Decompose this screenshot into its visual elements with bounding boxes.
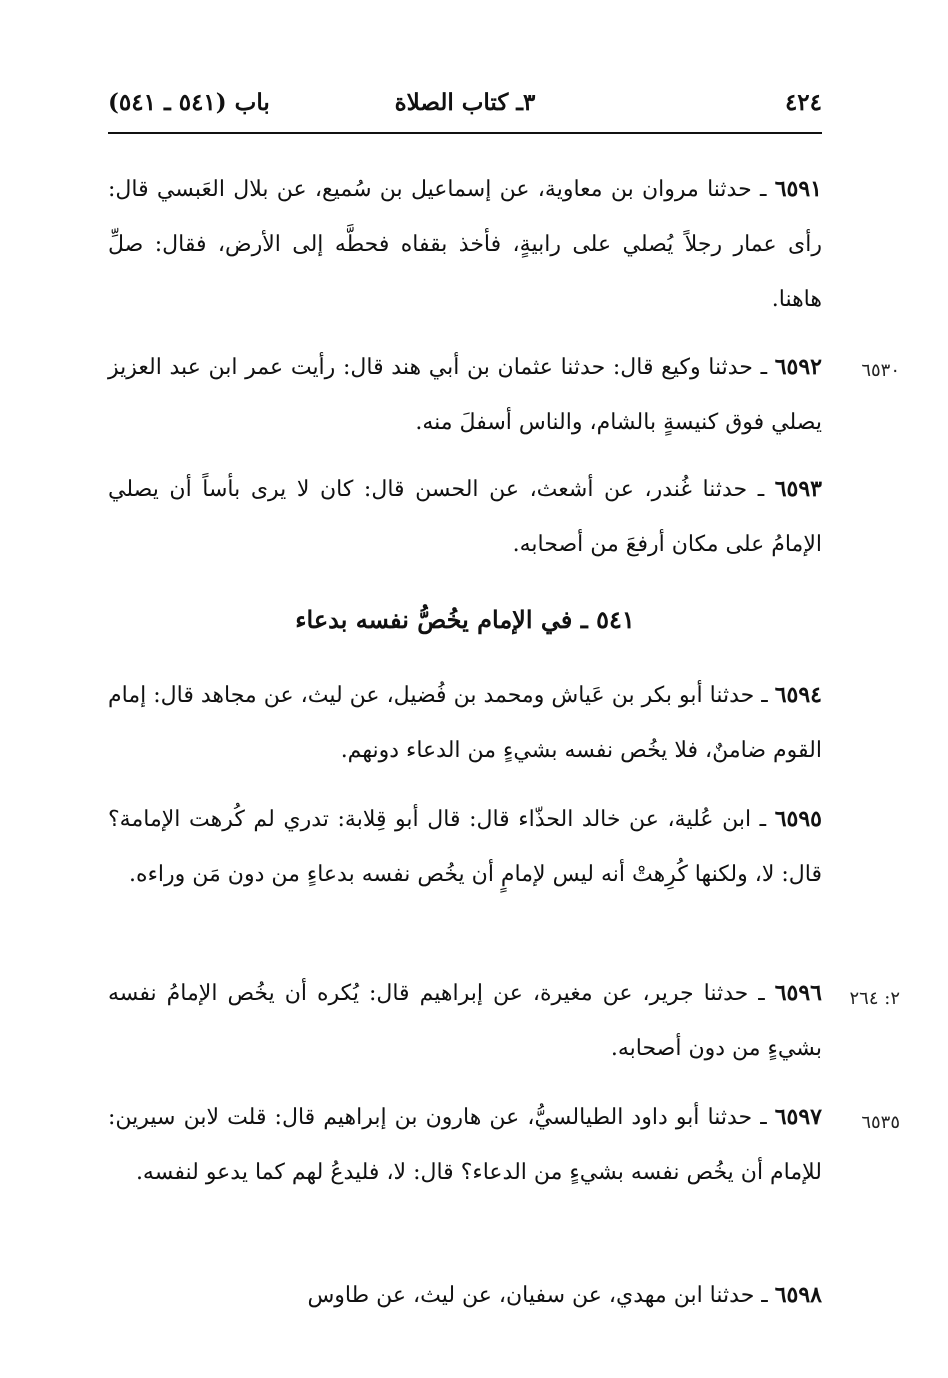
hadith-number: ٦٥٩١: [774, 176, 822, 202]
header-rule: [108, 132, 822, 134]
hadith-entry: [108, 340, 822, 450]
chapter-range: باب (٥٤١ ـ ٥٤١): [108, 89, 270, 116]
hadith-text: ـ حدثنا غُندر، عن أشعث، عن الحسن قال: كان لا يرى بأساً أن يصلي الإمامُ على مكان أرفعَ من أصحابه.: [108, 477, 822, 557]
hadith-entry: [108, 966, 822, 1076]
hadith-entry: [108, 792, 822, 902]
hadith-entry: [108, 162, 822, 327]
hadith-text: ـ حدثنا ابن مهدي، عن سفيان، عن ليث، عن طاوس: [307, 1283, 768, 1308]
margin-reference: ٦٥٣٠: [861, 360, 900, 381]
hadith-entry: [108, 668, 822, 778]
margin-reference: ٢: ٢٦٤: [849, 988, 900, 1009]
hadith-number: ٦٥٩٧: [774, 1104, 822, 1130]
hadith-number: ٦٥٩٣: [774, 476, 822, 502]
hadith-number: ٦٥٩٨: [774, 1282, 822, 1308]
hadith-text: ـ حدثنا مروان بن معاوية، عن إسماعيل بن سُميع، عن بلال العَبسي قال: رأى عمار رجلاً يُصلي على رابيةٍ، فأخذ بقفاه فحطَّه إلى الأرض، فقال: صلِّ هاهنا.: [108, 177, 822, 312]
page-header: [108, 88, 822, 124]
hadith-text: ـ حدثنا وكيع قال: حدثنا عثمان بن أبي هند قال: رأيت عمر ابن عبد العزيز يصلي فوق كنيسةٍ بالشام، والناس أسفلَ منه.: [108, 355, 822, 435]
hadith-text: ـ حدثنا جرير، عن مغيرة، عن إبراهيم قال: يُكره أن يخُص الإمامُ نفسه بشيءٍ من دون أصحابه.: [108, 981, 822, 1061]
hadith-number: ٦٥٩٦: [774, 980, 822, 1006]
margin-reference: ٦٥٣٥: [861, 1112, 900, 1133]
hadith-number: ٦٥٩٢: [774, 354, 822, 380]
hadith-text: ـ حدثنا أبو داود الطيالسيُّ، عن هارون بن إبراهيم قال: قلت لابن سيرين: للإمام أن يخُص نفسه بشيءٍ من الدعاء؟ قال: لا، فليدعُ لهم كما يدعو لنفسه.: [108, 1105, 822, 1185]
hadith-text: ـ حدثنا أبو بكر بن عَياش ومحمد بن فُضيل، عن ليث، عن مجاهد قال: إمام القوم ضامنٌ، فلا يخُص نفسه بشيءٍ من الدعاء دونهم.: [108, 683, 822, 763]
hadith-number: ٦٥٩٥: [774, 806, 822, 832]
hadith-entry: [108, 1090, 822, 1200]
hadith-entry: [108, 1268, 822, 1323]
hadith-entry: [108, 462, 822, 572]
section-heading: ٥٤١ ـ في الإمام يخُصُّ نفسه بدعاء: [295, 605, 635, 634]
page-number: ٤٢٤: [784, 89, 822, 116]
hadith-number: ٦٥٩٤: [774, 682, 822, 708]
book-title: ٣ـ كتاب الصلاة: [394, 89, 536, 116]
hadith-text: ـ ابن عُلية، عن خالد الحذّاء قال: قال أبو قِلابة: تدري لم كُرهت الإمامة؟ قال: لا، ولكنها كُرِهتْ أنه ليس لإمامٍ أن يخُص نفسه بدعاءٍ من دون مَن وراءه.: [108, 807, 822, 887]
